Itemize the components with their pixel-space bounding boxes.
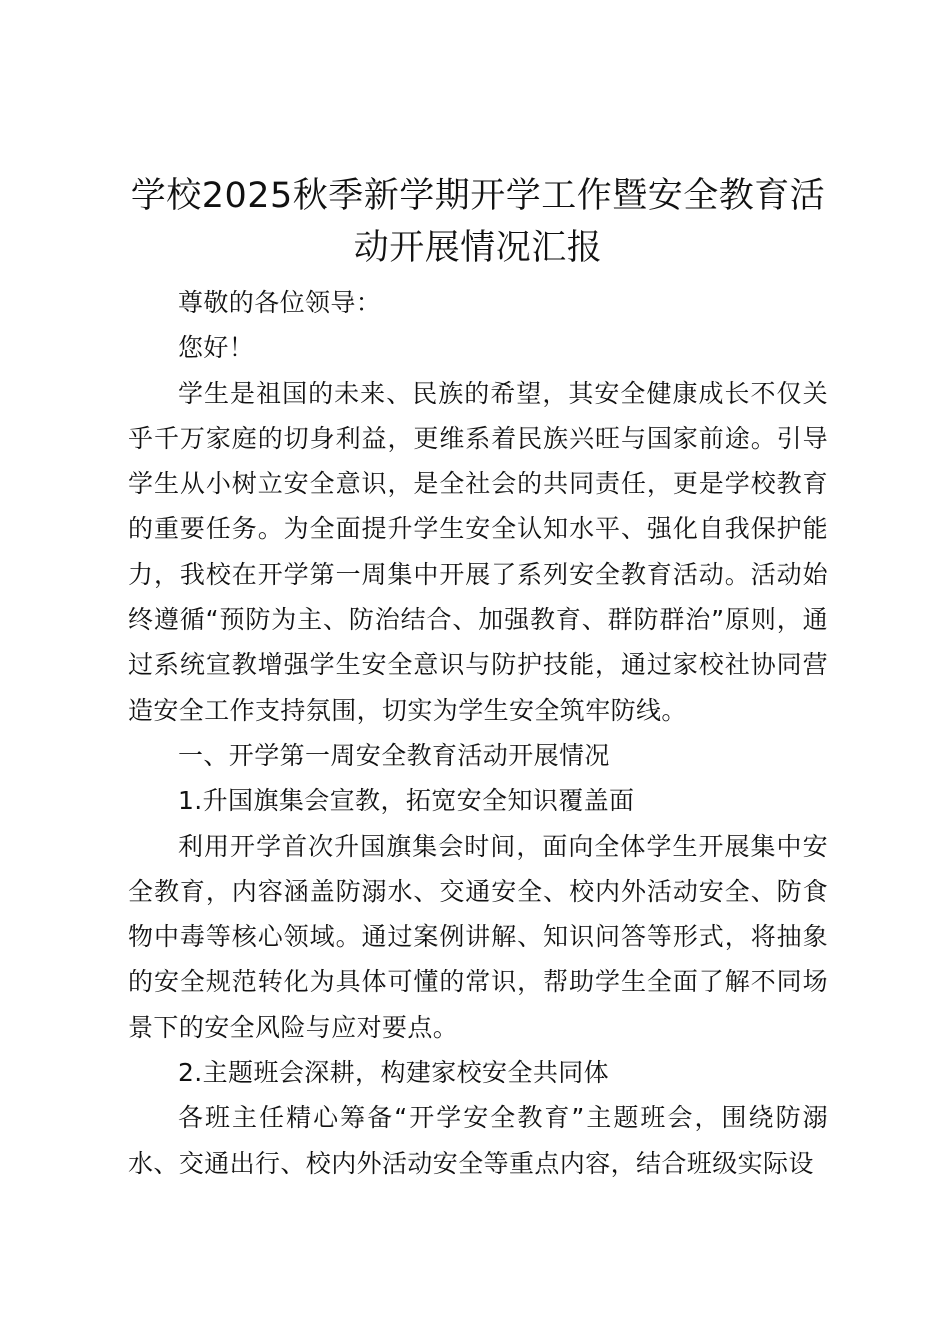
subsection-heading: 1.升国旗集会宣教，拓宽安全知识覆盖面 <box>178 786 635 816</box>
salutation: 尊敬的各位领导： <box>178 288 382 317</box>
subsection-heading: 2.主题班会深耕，构建家校安全共同体 <box>178 1058 610 1088</box>
section-heading: 一、开学第一周安全教育活动开展情况 <box>178 740 610 770</box>
body-paragraph: 利用开学首次升国旗集会时间，面向全体学生开展集中安全教育，内容涵盖防溺水、交通安全、校内外活动安全、防食物中毒等核心领域。通过案例讲解、知识问答等形式，将抽象的安全规范转化为具体可懂的常识，帮助学生全面了解不同场景下的安全风险与应对要点。 <box>128 831 828 1042</box>
body-paragraph: 学生是祖国的未来、民族的希望，其安全健康成长不仅关乎千万家庭的切身利益，更维系着民族兴旺与国家前途。引导学生从小树立安全意识，是全社会的共同责任，更是学校教育的重要任务。为全面提升学生安全认知水平、强化自我保护能力，我校在开学第一周集中开展了系列安全教育活动。活动始终遵循“预防为主、防治结合、加强教育、群防群治”原则，通过系统宣教增强学生安全意识与防护技能，通过家校社协同营造安全工作支持氛围，切实为学生安全筑牢防线。 <box>128 378 828 725</box>
document-title: 学校2025秋季新学期开学工作暨安全教育活动开展情况汇报 <box>130 176 826 268</box>
body-paragraph: 各班主任精心筹备“开学安全教育”主题班会，围绕防溺水、交通出行、校内外活动安全等重点内容，结合班级实际设 <box>128 1103 828 1178</box>
document-page <box>128 170 828 1186</box>
greeting: 您好！ <box>178 333 255 363</box>
